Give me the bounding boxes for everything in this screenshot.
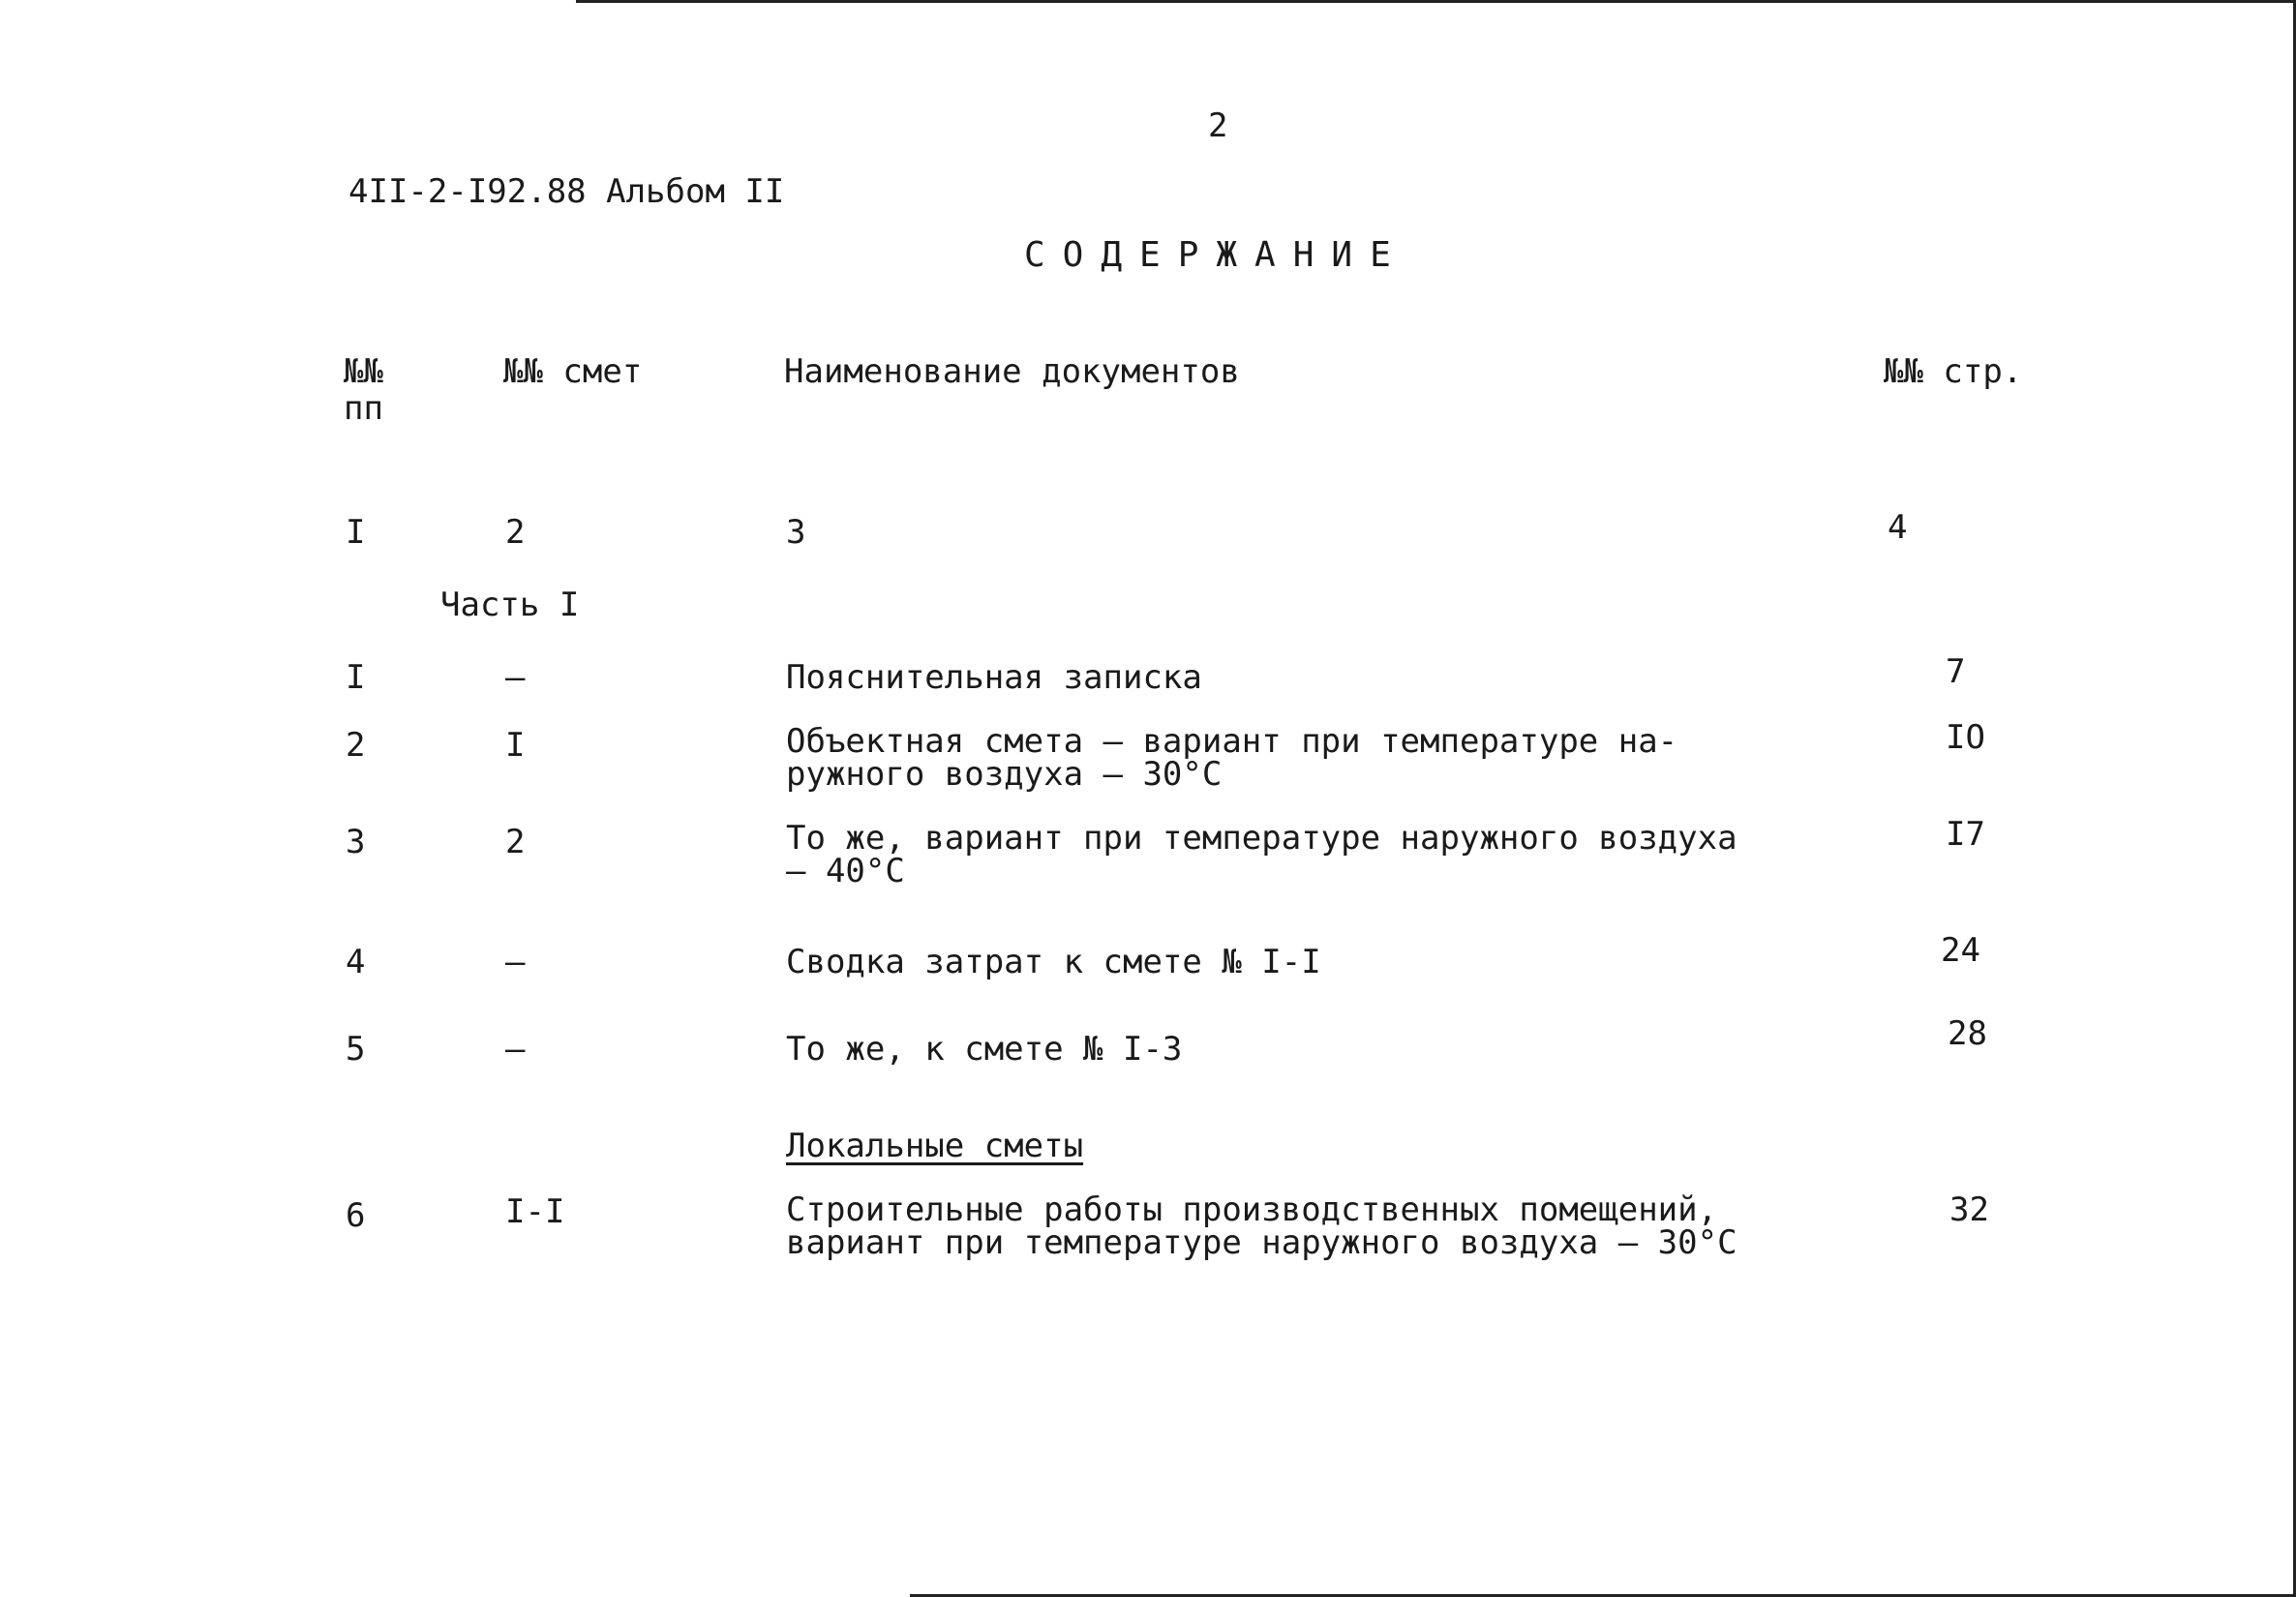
row-estimate: – xyxy=(505,658,526,697)
row-estimate: – xyxy=(505,1030,526,1069)
header-num-line1: №№ xyxy=(344,352,383,391)
header-estimates: №№ смет xyxy=(503,352,643,391)
row-num: 5 xyxy=(346,1030,366,1069)
row-estimate: – xyxy=(505,943,526,981)
header-page: №№ стр. xyxy=(1884,352,2023,391)
row-name-line2: – 40°С xyxy=(786,852,905,890)
row-num: 6 xyxy=(346,1196,366,1235)
row-estimate: I xyxy=(505,726,526,765)
col-number-2: 2 xyxy=(505,513,526,552)
header-document-name: Наименование документов xyxy=(784,352,1240,391)
row-name-line1: То же, вариант при температуре наружного воздуха xyxy=(786,819,1737,858)
row-name: Сводка затрат к смете № I-I xyxy=(786,943,1321,981)
page-title: СОДЕРЖАНИЕ xyxy=(1024,235,1408,275)
row-name: То же, к смете № I-3 xyxy=(786,1030,1183,1069)
row-num: 4 xyxy=(346,943,366,981)
page-number: 2 xyxy=(1208,106,1228,145)
row-name: Пояснительная записка xyxy=(786,658,1202,697)
row-name-line1: Объектная смета – вариант при температуре на- xyxy=(786,722,1678,761)
row-page: I7 xyxy=(1946,815,1985,854)
row-num: I xyxy=(346,658,366,697)
row-page: 24 xyxy=(1941,931,1980,970)
col-number-3: 3 xyxy=(786,513,806,552)
row-page: 7 xyxy=(1946,652,1966,691)
header-num-line2: пп xyxy=(344,389,383,428)
row-page: 32 xyxy=(1949,1190,1989,1229)
row-name-line2: ружного воздуха – 30°С xyxy=(786,755,1223,794)
row-page: 28 xyxy=(1948,1014,1987,1053)
row-estimate: I-I xyxy=(505,1192,565,1231)
part-label: Часть I xyxy=(440,586,580,624)
row-num: 2 xyxy=(346,726,366,765)
col-number-1: I xyxy=(346,513,366,552)
row-estimate: 2 xyxy=(505,823,526,861)
section-label-local-estimates: Локальные сметы xyxy=(786,1127,1084,1165)
row-name-line2: вариант при температуре наружного воздуха – 30°С xyxy=(786,1223,1737,1262)
row-num: 3 xyxy=(346,823,366,861)
row-page: IO xyxy=(1946,718,1985,757)
row-name-line1: Строительные работы производственных помещений, xyxy=(786,1190,1718,1229)
scan-edge-top xyxy=(576,0,2296,3)
col-number-4: 4 xyxy=(1888,508,1908,547)
document-code: 4II-2-I92.88 Альбом II xyxy=(348,172,785,211)
